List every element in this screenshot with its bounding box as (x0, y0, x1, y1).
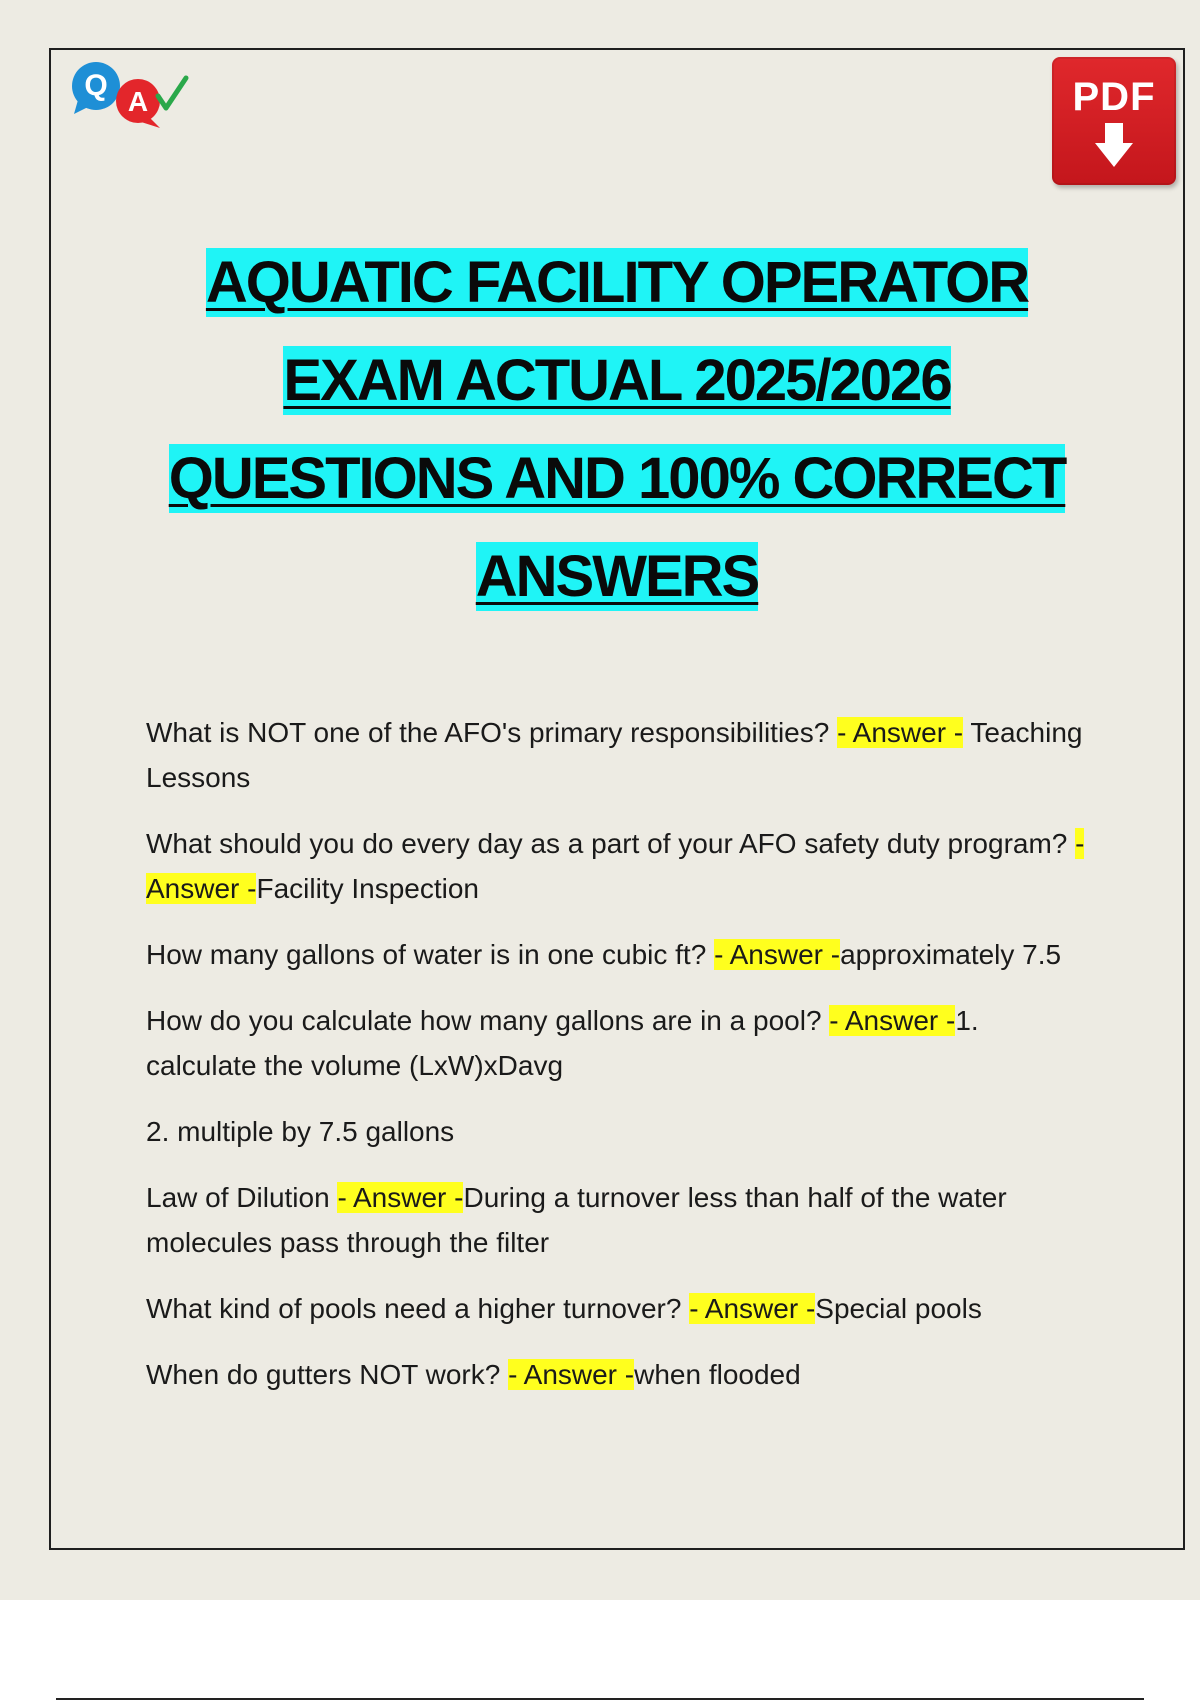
answer-marker: - Answer - (837, 717, 964, 748)
pdf-download-button[interactable] (1052, 57, 1176, 185)
answer-marker: - Answer - (829, 1005, 956, 1036)
qa-logo-icon (68, 56, 192, 132)
answer-marker: - Answer - (337, 1182, 464, 1213)
document-title (51, 234, 1183, 626)
check-icon (158, 78, 186, 108)
answer-marker: - Answer - (689, 1293, 816, 1324)
question-text: What is NOT one of the AFO's primary responsibilities? (146, 717, 838, 748)
answer-marker: - Answer - (508, 1359, 635, 1390)
qa-item (146, 821, 1086, 911)
question-text: What should you do every day as a part of your AFO safety duty program? (146, 828, 1076, 859)
question-text: What kind of pools need a higher turnover? (146, 1293, 690, 1324)
answer-continuation: 2. multiple by 7.5 gallons (146, 1116, 455, 1147)
qa-item (146, 710, 1086, 800)
answer-marker: - Answer - (146, 828, 1085, 904)
qa-item (146, 1286, 1086, 1331)
title-line: EXAM ACTUAL 2025/2026 (283, 348, 951, 413)
question-text: How do you calculate how many gallons are in a pool? (146, 1005, 830, 1036)
question-text: How many gallons of water is in one cubic ft? (146, 939, 715, 970)
title-line: AQUATIC FACILITY OPERATOR (205, 250, 1029, 315)
question-text: Law of Dilution (146, 1182, 338, 1213)
logo-letter-a: A (127, 86, 149, 117)
answer-text: Teaching Lessons (146, 717, 1083, 793)
title-line: QUESTIONS AND 100% CORRECT (168, 446, 1066, 511)
pdf-label: PDF (1072, 75, 1156, 119)
qa-item (146, 1175, 1086, 1265)
qa-item (146, 998, 1086, 1088)
answer-text: Special pools (815, 1293, 982, 1324)
qa-item (146, 1352, 1086, 1397)
logo-letter-q: Q (84, 69, 108, 102)
question-text: When do gutters NOT work? (146, 1359, 509, 1390)
answer-text: During a turnover less than half of the water molecules pass through the filter (146, 1182, 1007, 1258)
a-bubble (116, 79, 160, 128)
q-bubble (72, 62, 120, 114)
answer-marker: - Answer - (714, 939, 841, 970)
answer-text: 1. calculate the volume (LxW)xDavg (146, 1005, 979, 1081)
answer-text: approximately 7.5 (840, 939, 1062, 970)
answer-text: Facility Inspection (256, 873, 480, 904)
answer-text: when flooded (634, 1359, 801, 1390)
qa-item (146, 932, 1086, 977)
qa-list (146, 710, 1086, 1418)
title-line: ANSWERS (475, 544, 759, 609)
download-arrow-icon (1095, 123, 1133, 167)
